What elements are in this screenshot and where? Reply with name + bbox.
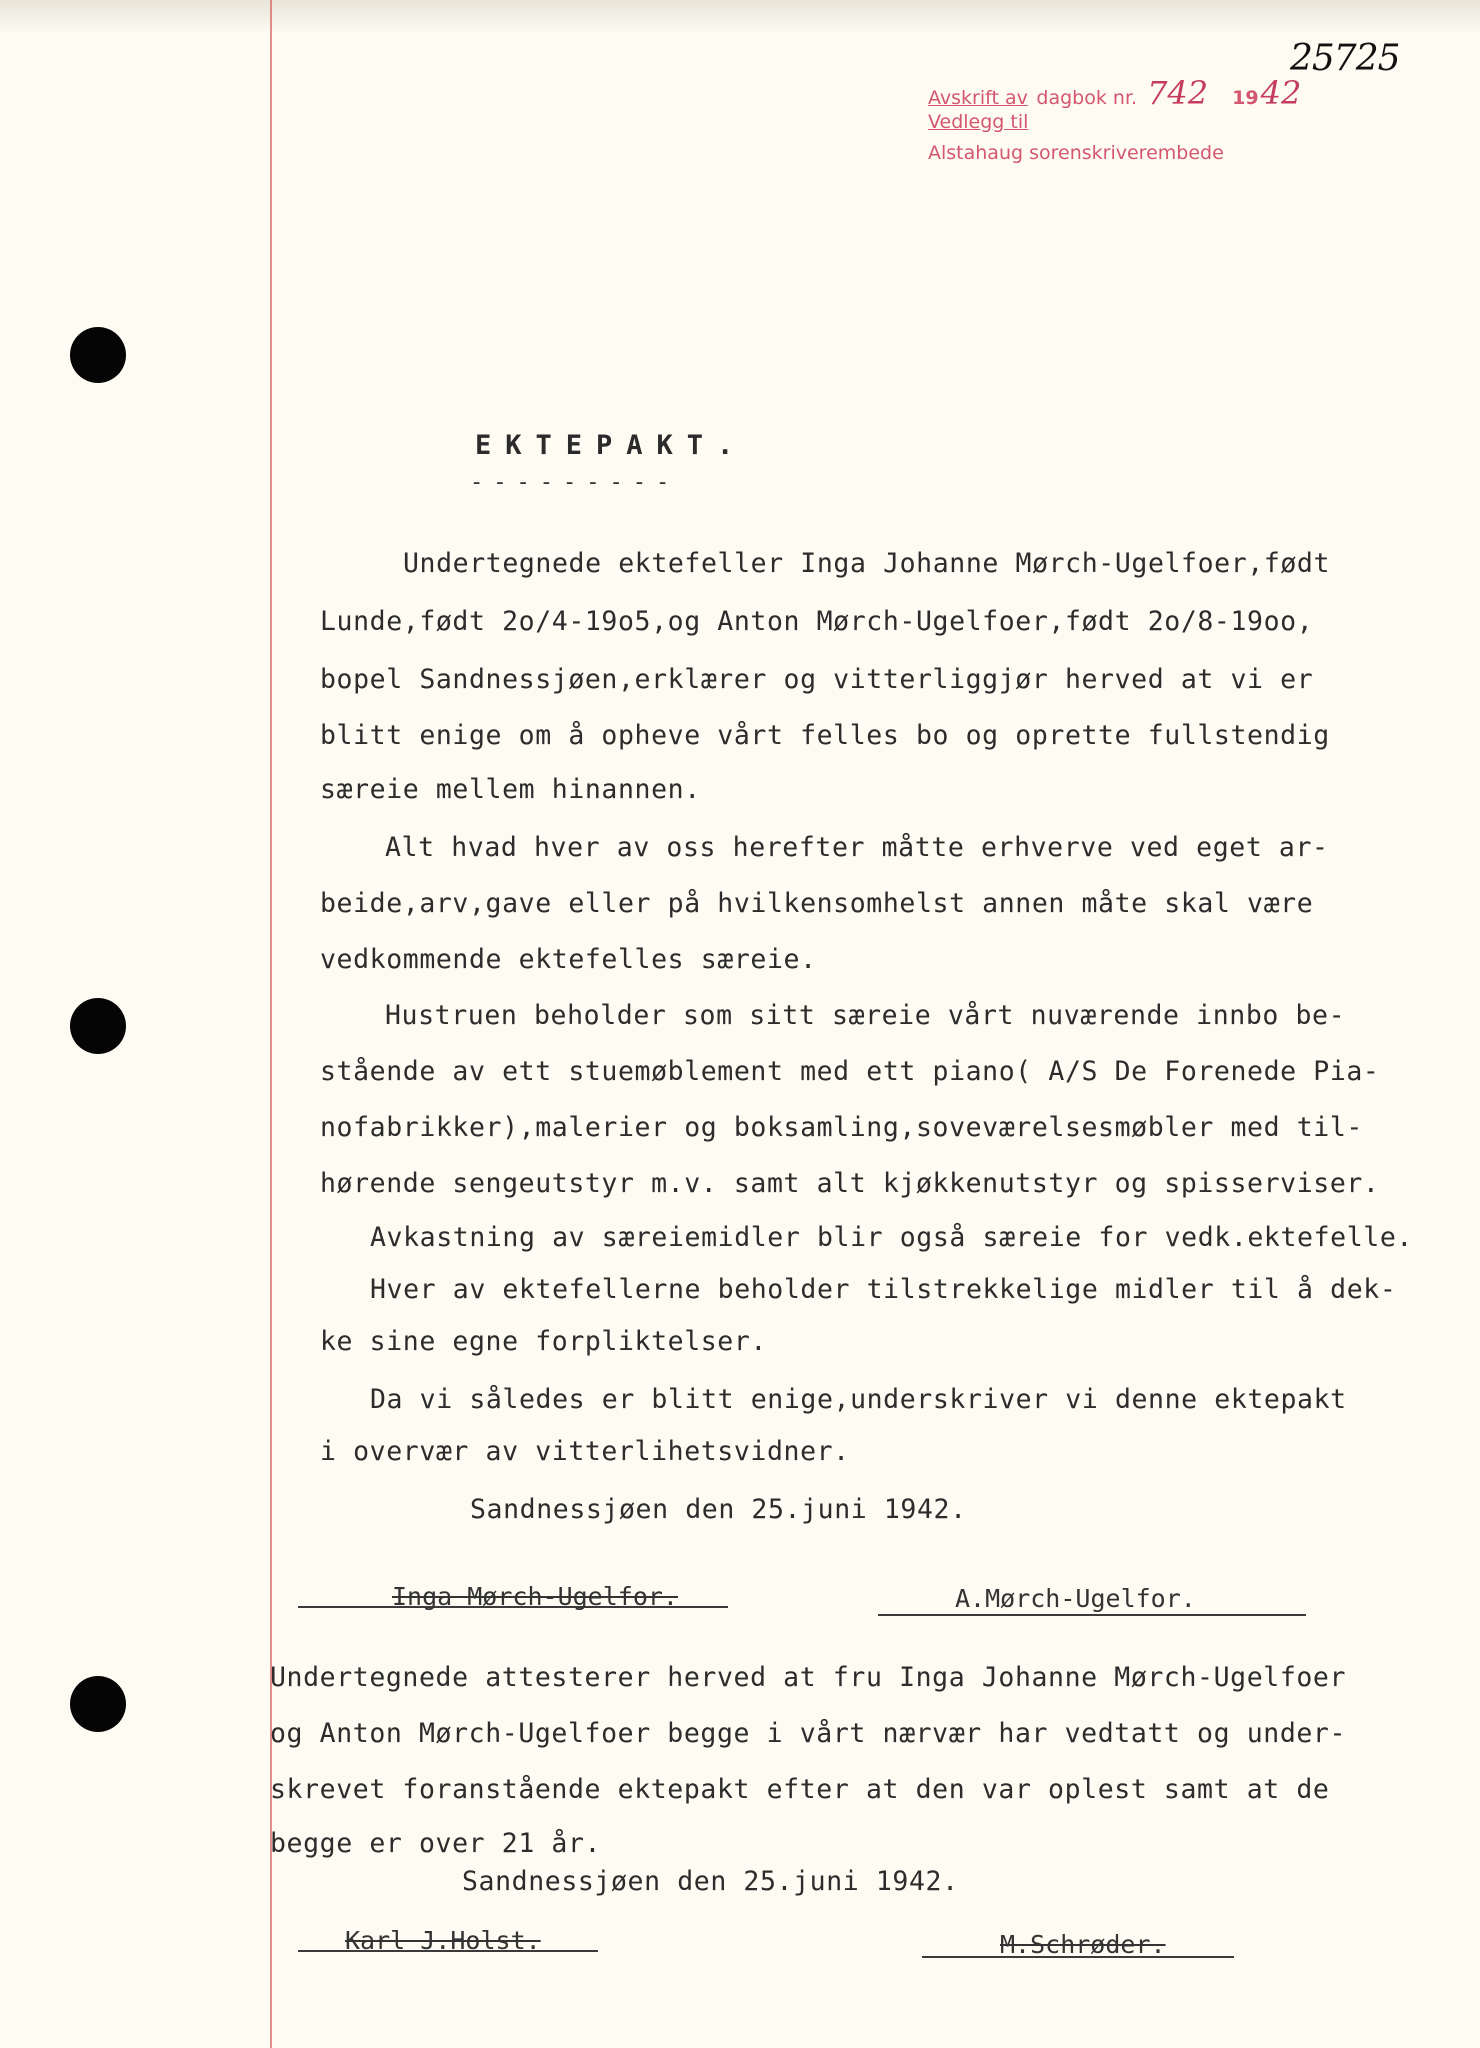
body-line: Undertegnede ektefeller Inga Johanne Mørch-Ugelfoer,født bbox=[403, 548, 1331, 579]
witness-signature-2: M.Schrøder. bbox=[1000, 1930, 1166, 1959]
body-line: stående av ett stuemøblement med ett piano( A/S De Forenede Pia- bbox=[320, 1056, 1380, 1087]
page-top-edge bbox=[0, 0, 1480, 34]
attest-date-line: Sandnessjøen den 25.juni 1942. bbox=[462, 1866, 959, 1897]
punch-hole-middle bbox=[70, 998, 126, 1054]
stamp-labels bbox=[928, 86, 1028, 134]
date-line: Sandnessjøen den 25.juni 1942. bbox=[470, 1494, 967, 1525]
body-line: i overvær av vitterlihetsvidner. bbox=[320, 1436, 850, 1467]
stamp-line-vedlegg: Vedlegg til bbox=[928, 111, 1029, 133]
attest-line: Undertegnede attesterer herved at fru Inga Johanne Mørch-Ugelfoer bbox=[270, 1662, 1347, 1693]
registry-stamp bbox=[928, 74, 1302, 166]
punch-hole-bottom bbox=[70, 1676, 126, 1732]
stamp-office: Alstahaug sorenskriverembede bbox=[928, 142, 1224, 164]
stamp-year-prefix: 19 bbox=[1232, 87, 1259, 109]
archive-number: 25725 bbox=[1290, 38, 1400, 79]
body-line: Hustruen beholder som sitt særeie vårt nuværende innbo be- bbox=[385, 1000, 1346, 1031]
body-line: hørende sengeutstyr m.v. samt alt kjøkkenutstyr og spisserviser. bbox=[320, 1168, 1380, 1199]
document-title: EKTEPAKT. bbox=[475, 430, 748, 461]
stamp-line-avskrift: Avskrift av bbox=[928, 87, 1028, 109]
body-line: særeie mellem hinannen. bbox=[320, 774, 701, 805]
signature-wife: Inga Mørch-Ugelfor. bbox=[392, 1582, 678, 1611]
body-line: Alt hvad hver av oss herefter måtte erhverve ved eget ar- bbox=[385, 832, 1329, 863]
stamp-dagbok-number: 742 bbox=[1147, 74, 1209, 112]
body-line: bopel Sandnessjøen,erklærer og vitterliggjør herved at vi er bbox=[320, 664, 1314, 695]
body-line: blitt enige om å opheve vårt felles bo og oprette fullstendig bbox=[320, 720, 1330, 751]
signature-husband: A.Mørch-Ugelfor. bbox=[955, 1584, 1196, 1613]
witness-signature-1: Karl J.Holst. bbox=[345, 1926, 541, 1955]
body-line: Avkastning av særeiemidler blir også særeie for vedk.ektefelle. bbox=[370, 1222, 1413, 1253]
body-line: Da vi således er blitt enige,underskriver vi denne ektepakt bbox=[370, 1384, 1347, 1415]
body-line: Hver av ektefellerne beholder tilstrekkelige midler til å dek- bbox=[370, 1274, 1397, 1305]
punch-hole-top bbox=[70, 327, 126, 383]
body-line: beide,arv,gave eller på hvilkensomhelst annen måte skal være bbox=[320, 888, 1314, 919]
attest-line: og Anton Mørch-Ugelfoer begge i vårt nærvær har vedtatt og under- bbox=[270, 1718, 1347, 1749]
attest-line: skrevet foranstående ektepakt efter at den var oplest samt at de bbox=[270, 1774, 1330, 1805]
title-underline: --------- bbox=[470, 470, 680, 495]
body-line: ke sine egne forpliktelser. bbox=[320, 1326, 767, 1357]
attest-line: begge er over 21 år. bbox=[270, 1828, 602, 1859]
stamp-year-suffix: 42 bbox=[1260, 74, 1302, 112]
body-line: vedkommende ektefelles særeie. bbox=[320, 944, 817, 975]
body-line: nofabrikker),malerier og boksamling,soveværelsesmøbler med til- bbox=[320, 1112, 1363, 1143]
stamp-dagbok-label: dagbok nr. bbox=[1036, 87, 1138, 109]
signature-line-husband bbox=[878, 1614, 1306, 1616]
body-line: Lunde,født 2o/4-19o5,og Anton Mørch-Ugelfoer,født 2o/8-19oo, bbox=[320, 606, 1314, 637]
